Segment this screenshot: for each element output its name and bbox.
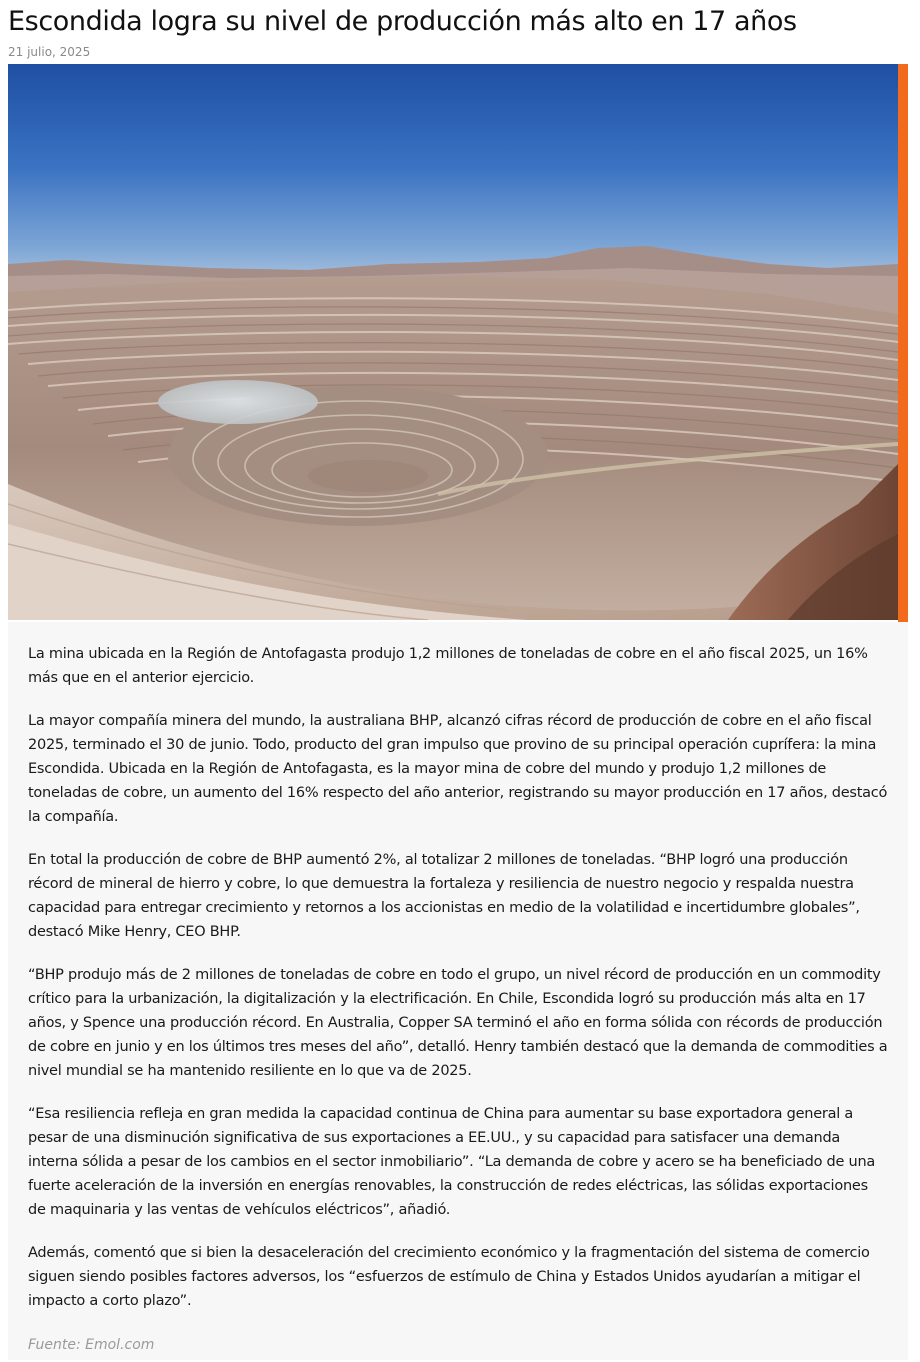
article-paragraph: La mayor compañía minera del mundo, la australiana BHP, alcanzó cifras récord de producción de cobre en el año fiscal 2025, terminado el 30 de junio. Todo, producto del gran impulso que provino de su principal operación cuprífera: la mina Escondida. Ubicada en la Región de Antofagasta, es la mayor mina de cobre del mundo y produjo 1,2 millones de toneladas de cobre, un aumento del 16% respecto del año anterior, registrando su mayor producción en 17 años, destacó la compañía. (28, 713, 888, 825)
article-title: Escondida logra su nivel de producción más alto en 17 años (8, 6, 797, 37)
article-paragraph: “Esa resiliencia refleja en gran medida la capacidad continua de China para aumentar su base exportadora general a pesar de una disminución significativa de sus exportaciones a EE.UU., y su capacidad para satisfacer una demanda interna sólida a pesar de los cambios en el sector inmobiliario”. “La demanda de cobre y acero se ha beneficiado de una fuerte aceleración de la inversión en energías renovables, la construcción de redes eléctricas, las sólidas exportaciones de maquinaria y las ventas de vehículos eléctricos”, añadió. (28, 1106, 876, 1218)
hero-image-open-pit-mine (8, 64, 898, 620)
article-paragraph: En total la producción de cobre de BHP aumentó 2%, al totalizar 2 millones de toneladas. “BHP logró una producción récord de mineral de hierro y cobre, lo que demuestra la fortaleza y resiliencia de nuestro negocio y respalda nuestra capacidad para entregar crecimiento y retornos a los accionistas en medio de la volatilidad e incertidumbre globales”, destacó Mike Henry, CEO BHP. (28, 852, 860, 940)
article-source: Fuente: Emol.com (28, 1337, 155, 1353)
article-date: 21 julio, 2025 (8, 45, 91, 59)
accent-bar (898, 64, 908, 622)
article-paragraph: “BHP produjo más de 2 millones de toneladas de cobre en todo el grupo, un nivel récord de producción en un commodity crítico para la urbanización, la digitalización y la electrificación. En Chile, Escondida logró su producción más alta en 17 años, y Spence una producción récord. En Australia, Copper SA terminó el año en forma sólida con récords de producción de cobre en junio y en los últimos tres meses del año”, detalló. Henry también destacó que la demanda de commodities a nivel mundial se ha mantenido resiliente en lo que va de 2025. (28, 967, 888, 1079)
article-lead: La mina ubicada en la Región de Antofagasta produjo 1,2 millones de toneladas de cobre en el año fiscal 2025, un 16% más que en el anterior ejercicio. (28, 646, 868, 686)
article-body (8, 622, 908, 1360)
article-paragraph: Además, comentó que si bien la desaceleración del crecimiento económico y la fragmentación del sistema de comercio siguen siendo posibles factores adversos, los “esfuerzos de estímulo de China y Estados Unidos ayudarían a mitigar el impacto a corto plazo”. (28, 1245, 870, 1309)
